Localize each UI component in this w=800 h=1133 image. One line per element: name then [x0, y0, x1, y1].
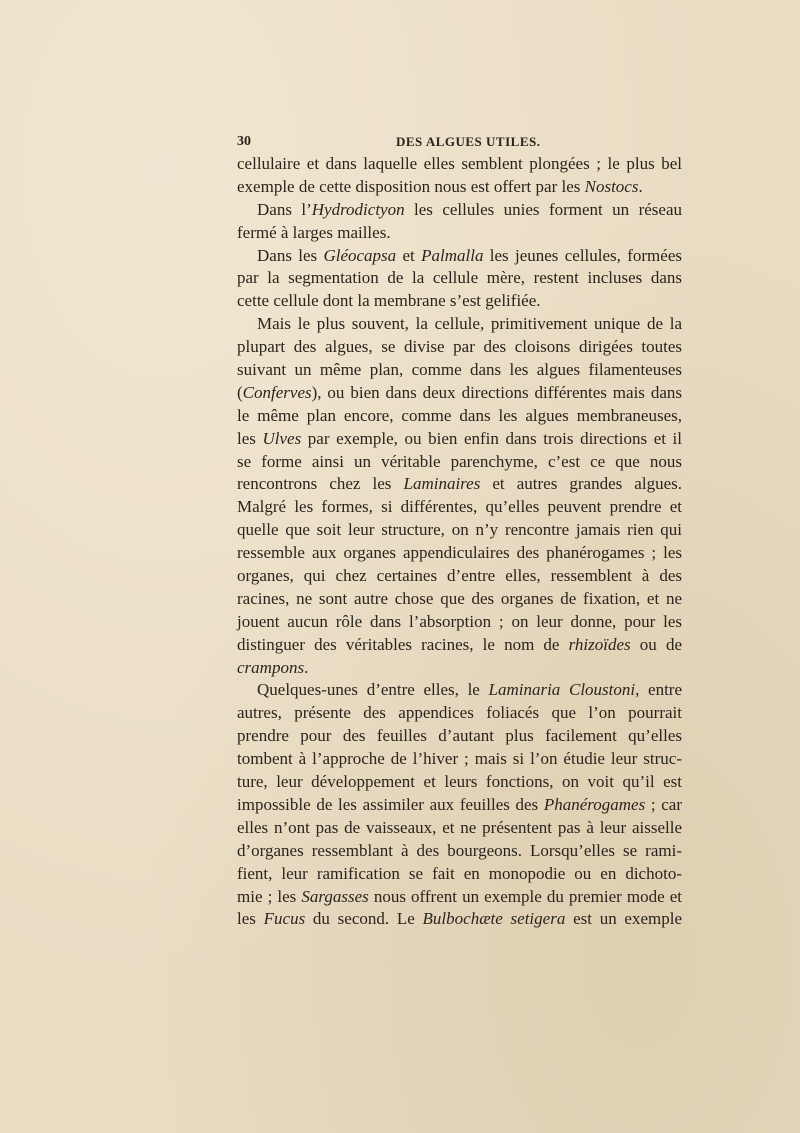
text-segment: Malgré les formes, si différentes, qu’elles peuvent prendre et — [237, 497, 682, 517]
text-line — [237, 542, 682, 565]
text-segment: distinguer des véritables racines, le nom de — [237, 634, 569, 654]
text-line — [237, 428, 682, 451]
text-line — [237, 679, 682, 702]
text-segment: tombent à l’approche de l’hiver ; mais si l’on étudie leur struc- — [237, 749, 682, 769]
text-line — [237, 519, 682, 542]
text-segment: . — [638, 176, 643, 196]
text-segment: jouent aucun rôle dans l’absorption ; on leur donne, pour les — [237, 611, 682, 631]
text-segment: du second. Le — [305, 909, 423, 929]
text-line — [237, 496, 682, 519]
text-segment: organes, qui chez certaines d’entre elles, ressemblent à des — [237, 566, 682, 586]
text-segment: les — [237, 428, 263, 448]
italic-term: Palmalla — [421, 245, 484, 265]
text-segment: plupart des algues, se divise par des cloisons dirigées toutes — [237, 337, 682, 357]
text-segment: est un exemple — [565, 909, 683, 929]
body-text — [237, 153, 682, 931]
text-segment: par la segmentation de la cellule mère, restent incluses dans — [237, 268, 682, 288]
text-line — [237, 199, 682, 222]
text-line — [237, 702, 682, 725]
text-segment: , entre — [635, 680, 683, 700]
text-segment: ), ou bien dans deux directions différentes mais dans — [311, 382, 682, 402]
text-line — [237, 840, 682, 863]
text-line — [237, 313, 682, 336]
text-segment: Mais le plus souvent, la cellule, primitivement unique de la — [257, 314, 682, 334]
text-segment: se forme ainsi un véritable parenchyme, c’est ce que nous — [237, 451, 682, 471]
text-line — [237, 908, 682, 931]
text-segment: cellulaire et dans laquelle elles semblent plongées ; le plus bel — [237, 154, 682, 173]
text-segment: . — [304, 657, 309, 677]
text-segment: ressemble aux organes appendiculaires des phanérogames ; les — [237, 543, 682, 563]
text-segment: et — [396, 245, 422, 265]
text-line — [237, 863, 682, 886]
page-number: 30 — [237, 134, 251, 149]
text-line — [237, 405, 682, 428]
text-line — [237, 657, 682, 680]
italic-term: Conferves — [242, 382, 312, 402]
text-line — [237, 794, 682, 817]
text-segment: racines, ne sont autre chose que des organes de fixation, et ne — [237, 588, 682, 608]
italic-term: Hydrodictyon — [311, 199, 405, 219]
text-segment: le même plan encore, comme dans les algues membraneuses, — [237, 405, 682, 425]
text-segment: nous offrent un exemple du premier mode et — [368, 886, 682, 906]
text-line — [237, 153, 682, 176]
text-segment: et autres grandes algues. — [480, 474, 682, 494]
text-segment: impossible de les assimiler aux feuilles des — [237, 794, 544, 814]
text-segment: fermé à larges mailles. — [237, 222, 391, 242]
italic-term: Gléocapsa — [323, 245, 397, 265]
text-line — [237, 176, 682, 199]
italic-term: Nostocs — [584, 176, 639, 196]
text-line — [237, 817, 682, 840]
text-line — [237, 382, 682, 405]
text-line — [237, 634, 682, 657]
text-segment: suivant un même plan, comme dans les algues filamenteuses — [237, 360, 682, 380]
text-segment: elles n’ont pas de vaisseaux, et ne présentent pas à leur aisselle — [237, 817, 682, 837]
text-segment: ( — [237, 382, 243, 402]
text-segment: Quelques-unes d’entre elles, le — [257, 680, 489, 700]
text-segment: Dans les — [257, 245, 324, 265]
text-segment: ture, leur développement et leurs fonctions, on voit qu’il est — [237, 772, 682, 792]
text-segment: exemple de cette disposition nous est offert par les — [237, 176, 585, 196]
text-segment: par exemple, ou bien enfin dans trois directions et il — [301, 428, 682, 448]
running-title: DES ALGUES UTILES. — [396, 134, 541, 149]
text-line — [237, 245, 682, 268]
text-segment: ou de — [630, 634, 682, 654]
text-segment: rencontrons chez les — [237, 474, 404, 494]
text-line — [237, 748, 682, 771]
text-line — [237, 451, 682, 474]
text-line — [237, 290, 682, 313]
text-line — [237, 359, 682, 382]
text-segment: fient, leur ramification se fait en monopodie ou en dichoto- — [237, 863, 682, 883]
text-line — [237, 725, 682, 748]
text-segment: les jeunes cellules, formées — [483, 245, 682, 265]
text-line — [237, 771, 682, 794]
text-line — [237, 473, 682, 496]
text-line — [237, 588, 682, 611]
italic-term: rhizoïdes — [568, 634, 631, 654]
text-segment: Dans l’ — [257, 199, 312, 219]
italic-term: Laminaria Cloustoni — [488, 680, 636, 700]
text-segment: ; car — [645, 794, 682, 814]
italic-term: Sargasses — [301, 886, 369, 906]
text-line — [237, 886, 682, 909]
text-line — [237, 336, 682, 359]
page-header — [237, 134, 682, 154]
text-segment: prendre pour des feuilles d’autant plus facilement qu’elles — [237, 726, 682, 746]
italic-term: crampons — [237, 657, 305, 677]
text-segment: d’organes ressemblant à des bourgeons. Lorsqu’elles se rami- — [237, 840, 682, 860]
italic-term: Bulbochæte setigera — [422, 909, 566, 929]
text-segment: mie ; les — [237, 886, 302, 906]
italic-term: Laminaires — [403, 474, 481, 494]
italic-term: Ulves — [262, 428, 302, 448]
text-line — [237, 222, 682, 245]
text-segment: cette cellule dont la membrane s’est gelifiée. — [237, 291, 541, 311]
italic-term: Fucus — [263, 909, 306, 929]
text-line — [237, 611, 682, 634]
text-segment: autres, présente des appendices foliacés que l’on pourrait — [237, 703, 682, 723]
text-line — [237, 267, 682, 290]
text-segment: quelle que soit leur structure, on n’y rencontre jamais rien qui — [237, 520, 682, 540]
italic-term: Phanérogames — [543, 794, 646, 814]
text-line — [237, 565, 682, 588]
text-segment: les cellules unies forment un réseau — [404, 199, 683, 219]
text-segment: les — [237, 909, 264, 929]
